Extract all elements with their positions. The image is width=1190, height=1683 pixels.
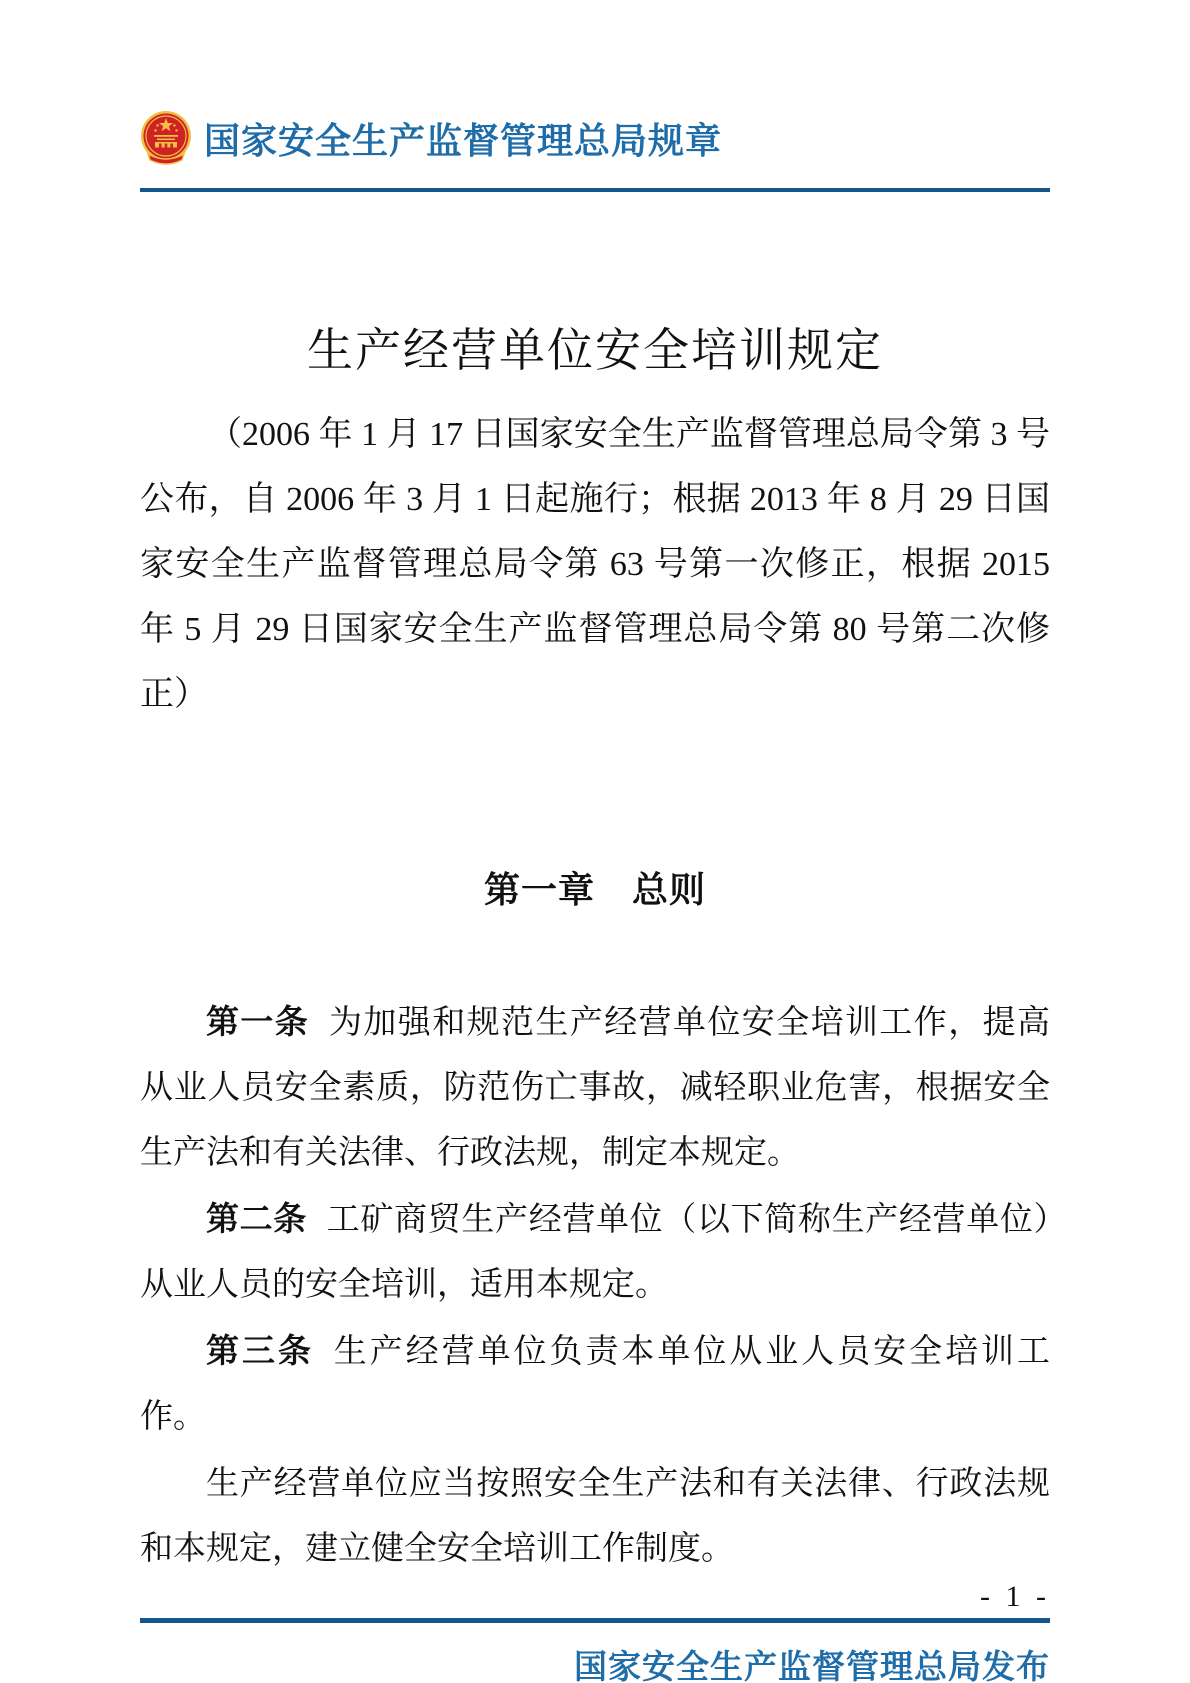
page-header: [140, 110, 1050, 166]
chapter-heading: 第一章 总则: [483, 869, 706, 910]
article-text: 生产经营单位应当按照安全生产法和有关法律、行政法规和本规定，建立健全安全培训工作制度。: [140, 1466, 1050, 1567]
article-paragraph: [140, 1318, 1050, 1450]
footer-divider: [140, 1618, 1050, 1623]
article-text: 工矿商贸生产经营单位（以下简称生产经营单位）从业人员的安全培训，适用本规定。: [140, 1202, 1051, 1303]
national-emblem-icon: [140, 110, 192, 166]
page-number: - 1 -: [980, 1580, 1050, 1613]
article-number: 第一条: [206, 1003, 310, 1040]
article-text: 生产经营单位负责本单位从业人员安全培训工作。: [140, 1334, 1051, 1435]
article-number: 第二条: [206, 1200, 307, 1237]
article-paragraph: [140, 1186, 1050, 1318]
document-title: 生产经营单位安全培训规定: [307, 325, 883, 376]
article-paragraph: [140, 1450, 1050, 1582]
articles-section: [140, 989, 1050, 1582]
article-paragraph: [140, 989, 1050, 1186]
footer-publisher: 国家安全生产监督管理总局发布: [574, 1650, 1050, 1683]
preamble-paragraph: （2006 年 1 月 17 日国家安全生产监督管理总局令第 3 号公布，自 2006 年 3 月 1 日起施行；根据 2013 年 8 月 29 日国家安全生产监督管理总局令第 63 号第一次修正，根据 2015 年 5 月 29 日国家安全生产监督管理总局令第 80 号第二次修正）: [140, 416, 1050, 713]
article-number: 第三条: [206, 1332, 314, 1369]
article-text: 为加强和规范生产经营单位安全培训工作，提高从业人员安全素质，防范伤亡事故，减轻职业危害，根据安全生产法和有关法律、行政法规，制定本规定。: [140, 1005, 1051, 1171]
header-divider: [140, 188, 1050, 192]
header-agency-tag: 国家安全生产监督管理总局规章: [204, 120, 723, 161]
